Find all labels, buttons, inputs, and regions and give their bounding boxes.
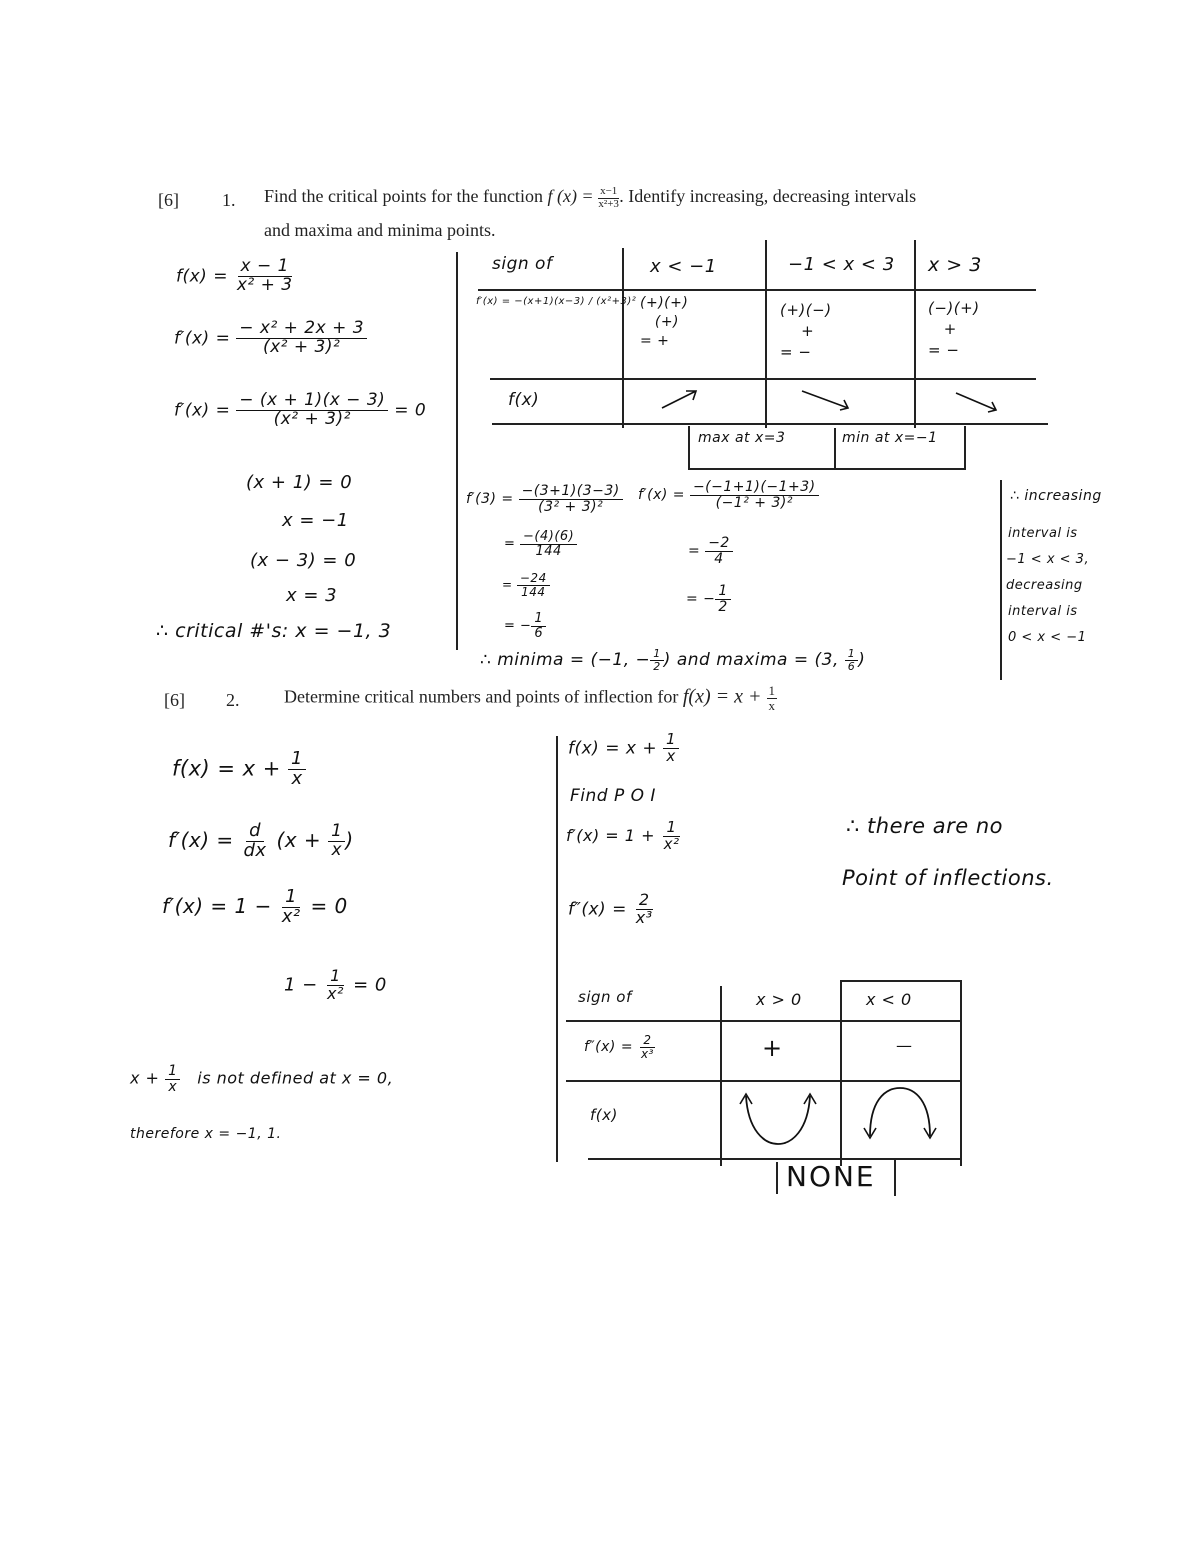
table2-row-line-1 xyxy=(566,1020,962,1022)
q2-right-first-derivative: f′(x) = 1 + $\frac{1}{\text{x²}}$ xyxy=(566,818,680,853)
q2-find-poi: Find P O I xyxy=(570,786,656,806)
q2-divider xyxy=(556,736,558,1162)
none-bracket-left xyxy=(776,1162,778,1194)
q1-prompt-line1 xyxy=(264,186,916,210)
q2-prompt: Determine critical numbers and points of inflection for f(x) = x + $\frac{1}{x}$ xyxy=(284,683,775,713)
interval-note-3: −1 < x < 3, xyxy=(1006,552,1090,567)
calc-fprime-3-step2: = $\frac{-(4)(6)}{144}$ xyxy=(504,530,577,558)
interval-note-1: ∴ increasing xyxy=(1010,488,1102,504)
table2-header-negative: x < 0 xyxy=(866,990,912,1009)
table1-row1-cell1: (+)(+) (+) = + xyxy=(640,295,689,349)
q1-step-3: (x − 3) = 0 xyxy=(250,550,357,571)
table1-header-sign: sign of xyxy=(492,254,553,274)
table1-decreasing-arrow-1 xyxy=(800,388,852,412)
q1-step-4: x = 3 xyxy=(286,585,338,606)
table1-row-line-1 xyxy=(478,289,1036,291)
calc-fprime-neg1-result: = − $\frac{1}{2}$ xyxy=(686,584,731,614)
interval-note-divider xyxy=(1000,480,1002,680)
q1-text-b: . Identify increasing, decreasing intervals xyxy=(619,186,917,207)
table2-col-line-1 xyxy=(720,986,722,1166)
q1-fx: f (x) = xyxy=(547,186,599,207)
q2-f-definition: f(x) = x + $\frac{1}{x}$ xyxy=(172,750,306,789)
calc-fprime-neg1-step2: = $\frac{-2}{4}$ xyxy=(688,536,733,566)
q2-conclusion-2: Point of inflections. xyxy=(842,866,1054,890)
q1-prompt-line2: and maxima and minima points. xyxy=(264,220,496,240)
table2-top-line xyxy=(840,980,962,982)
q1-step-1: (x + 1) = 0 xyxy=(246,472,353,493)
table1-col-line-1 xyxy=(622,248,624,428)
q1-fraction: $\frac{x-1}{\text{x²+3}}$ xyxy=(598,185,619,210)
table1-row1-cell3: (−)(+) + = − xyxy=(928,299,980,359)
maxmin-box-min: min at x=−1 xyxy=(842,430,938,446)
table1-decreasing-arrow-2 xyxy=(954,390,1000,414)
table1-header-lt-neg1: x < −1 xyxy=(650,256,717,277)
table2-row1-negative: — xyxy=(896,1036,913,1055)
concave-up-icon xyxy=(738,1090,818,1150)
q2-second-derivative: f″(x) = $\frac{2}{\text{x³}}$ xyxy=(568,890,653,927)
q1-critical-numbers: ∴ critical #'s: x = −1, 3 xyxy=(156,620,392,642)
q1-marks: [6] xyxy=(158,190,179,210)
q1-f-definition: f(x) = $\frac{x - 1}{\text{x² + 3}}$ xyxy=(176,256,293,295)
table1-header-gt3: x > 3 xyxy=(928,254,982,276)
q2-derivative-setup: f′(x) = $\frac{d}{dx}$ (x + $\frac{1}{x}$ ) xyxy=(168,820,354,861)
table2-row2-label: f(x) xyxy=(590,1106,618,1124)
q2-number: 2. xyxy=(226,690,240,710)
table2-col-line-3 xyxy=(960,980,962,1166)
table2-header-positive: x > 0 xyxy=(756,990,802,1009)
table1-increasing-arrow xyxy=(660,388,700,410)
q1-first-derivative: f′(x) = $\frac{\text{− x² + 2x + 3}}{\text{(x² + 3)²}}$ xyxy=(174,320,367,357)
q1-text-a: Find the critical points for the function xyxy=(264,186,548,207)
table1-col-line-2 xyxy=(765,240,767,428)
table1-col-line-3 xyxy=(914,240,916,428)
q1-divider xyxy=(456,252,458,650)
interval-note-6: 0 < x < −1 xyxy=(1008,630,1087,645)
table1-row2-label: f(x) xyxy=(508,390,540,410)
table2-row-line-3 xyxy=(588,1158,962,1160)
table2-header-sign: sign of xyxy=(578,988,632,1006)
q2-right-f: f(x) = x + $\frac{1}{x}$ xyxy=(568,732,679,765)
q1-number: 1. xyxy=(222,190,236,210)
q2-conclusion-1: ∴ there are no xyxy=(846,814,1003,838)
table2-row1-label: f″(x) = $\frac{2}{\text{x³}}$ xyxy=(584,1033,654,1061)
calc-fprime-neg1: f′(x) = $\frac{-(-1+1)(-1+3)}{\text{(−1² + 3)²}}$ xyxy=(638,480,819,510)
minima-maxima-statement: ∴ minima = (−1, − $\frac{1}{2}$ ) and maxima = (3, $\frac{1}{6}$ ) xyxy=(480,647,866,673)
table1-row1-label: f′(x) = −(x+1)(x−3) / (x²+3)² xyxy=(476,296,637,307)
interval-note-4: decreasing xyxy=(1006,578,1083,593)
q2-derivative: f′(x) = 1 − $\frac{1}{\text{x²}}$ = 0 xyxy=(162,886,348,927)
table1-row-line-3 xyxy=(492,423,1048,425)
none-label: NONE xyxy=(786,1160,876,1193)
calc-fprime-3: f′(3) = $\frac{-(3+1)(3-3)}{\text{(3² + 3)²}}$ xyxy=(466,484,623,514)
q2-therefore-note: therefore x = −1, 1. xyxy=(130,1126,282,1142)
calc-fprime-3-result: = − $\frac{1}{6}$ xyxy=(504,612,546,640)
table2-row1-positive: + xyxy=(762,1034,783,1062)
table2-col-line-2 xyxy=(840,982,842,1166)
q2-marks: [6] xyxy=(164,690,185,710)
maxmin-box-max: max at x=3 xyxy=(698,430,786,446)
none-bracket-right xyxy=(894,1160,896,1196)
q1-factored-derivative: f′(x) = $\frac{- (x + 1)(x - 3)}{\text{(x² + 3)²}}$ = 0 xyxy=(174,390,427,429)
table1-row-line-2 xyxy=(490,378,1036,380)
concave-down-icon xyxy=(860,1082,940,1144)
calc-fprime-3-step3: = $\frac{-24}{144}$ xyxy=(502,572,550,598)
interval-note-5: interval is xyxy=(1008,604,1078,619)
maxmin-box-divider xyxy=(834,428,836,470)
q1-step-2: x = −1 xyxy=(282,510,349,531)
q2-derivative-zero: 1 − $\frac{1}{\text{x²}}$ = 0 xyxy=(284,966,387,1003)
interval-note-2: interval is xyxy=(1008,526,1078,541)
table1-row1-cell2: (+)(−) + = − xyxy=(780,301,832,361)
q2-undefined-note: x + $\frac{1}{x}$ is not defined at x = 0, xyxy=(130,1063,394,1095)
table1-header-between: −1 < x < 3 xyxy=(788,254,895,275)
